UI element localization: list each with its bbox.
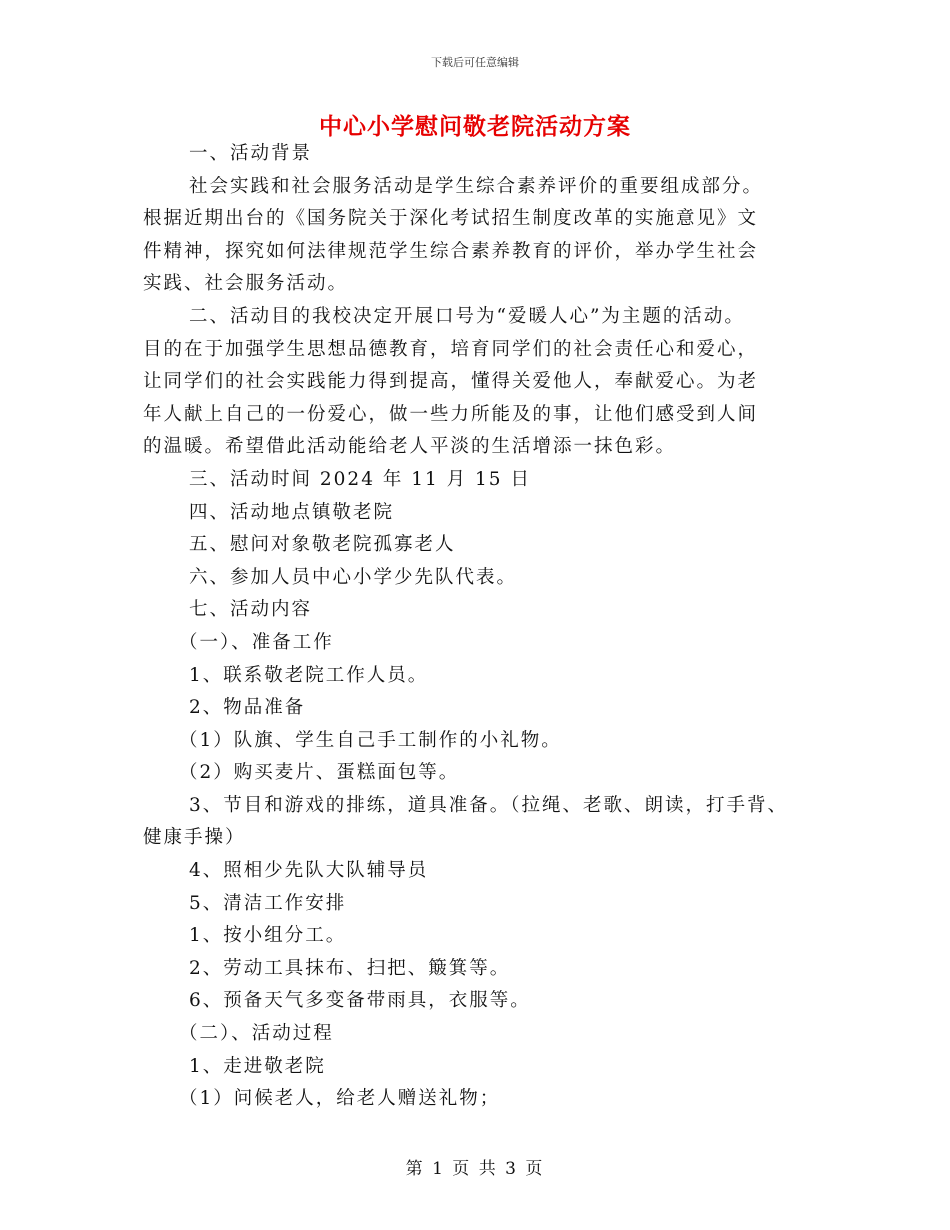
paragraph-line: 2、劳动工具抹布、扫把、簸箕等。 <box>189 957 511 979</box>
page-footer: 第 1 页 共 3 页 <box>405 1159 545 1179</box>
paragraph-line: 六、参加人员中心小学少先队代表。 <box>189 566 518 588</box>
paragraph-line: 目的在于加强学生思想品德教育，培育同学们的社会责任心和爱心， <box>143 338 759 360</box>
paragraph-line: 3、节目和游戏的排练，道具准备。（拉绳、老歌、朗读，打手背、 <box>189 794 789 816</box>
paragraph-line: 的温暖。希望借此活动能给老人平淡的生活增添一抹色彩。 <box>143 436 677 458</box>
paragraph-line: 1、走进敬老院 <box>189 1055 326 1077</box>
paragraph-line: （二）、活动过程 <box>179 1023 334 1045</box>
paragraph-line: 二、活动目的我校决定开展口号为“爱暖人心”为主题的活动。 <box>189 305 745 327</box>
paragraph-line: 1、按小组分工。 <box>189 925 347 947</box>
paragraph-line: 1、联系敬老院工作人员。 <box>189 664 429 686</box>
paragraph-line: 健康手操） <box>143 827 246 849</box>
paragraph-line: 一、活动背景 <box>189 143 313 164</box>
header-note: 下载后可任意编辑 <box>431 56 519 69</box>
paragraph-line: 根据近期出台的《国务院关于深化考试招生制度改革的实施意见》文 <box>143 208 759 230</box>
document-body <box>143 138 823 1116</box>
paragraph-line: 四、活动地点镇敬老院 <box>189 501 395 523</box>
paragraph-line: 五、慰问对象敬老院孤寡老人 <box>189 534 456 556</box>
paragraph-line: 三、活动时间 2024 年 11 月 15 日 <box>189 468 531 490</box>
paragraph-line: （2）购买麦片、蛋糕面包等。 <box>179 762 460 784</box>
page-title: 中心小学慰问敬老院活动方案 <box>319 114 631 140</box>
paragraph-line: 6、预备天气多变备带雨具，衣服等。 <box>189 990 531 1012</box>
paragraph-line: （1）队旗、学生自己手工制作的小礼物。 <box>179 729 562 751</box>
paragraph-line: 实践、社会服务活动。 <box>143 273 349 295</box>
paragraph-line: 件精神，探究如何法律规范学生综合素养教育的评价，举办学生社会 <box>143 240 759 262</box>
paragraph-line: （1）问候老人，给老人赠送礼物； <box>179 1088 501 1110</box>
paragraph-line: 社会实践和社会服务活动是学生综合素养评价的重要组成部分。 <box>189 175 764 197</box>
paragraph-line: 5、清洁工作安排 <box>189 892 347 914</box>
paragraph-line: 七、活动内容 <box>189 599 313 621</box>
paragraph-line: （一）、准备工作 <box>179 631 334 653</box>
paragraph-line: 4、照相少先队大队辅导员 <box>189 860 429 882</box>
paragraph-line: 让同学们的社会实践能力得到提高，懂得关爱他人，奉献爱心。为老 <box>143 371 759 393</box>
paragraph-line: 年人献上自己的一份爱心，做一些力所能及的事，让他们感受到人间 <box>143 403 759 425</box>
paragraph-line: 2、物品准备 <box>189 697 306 719</box>
